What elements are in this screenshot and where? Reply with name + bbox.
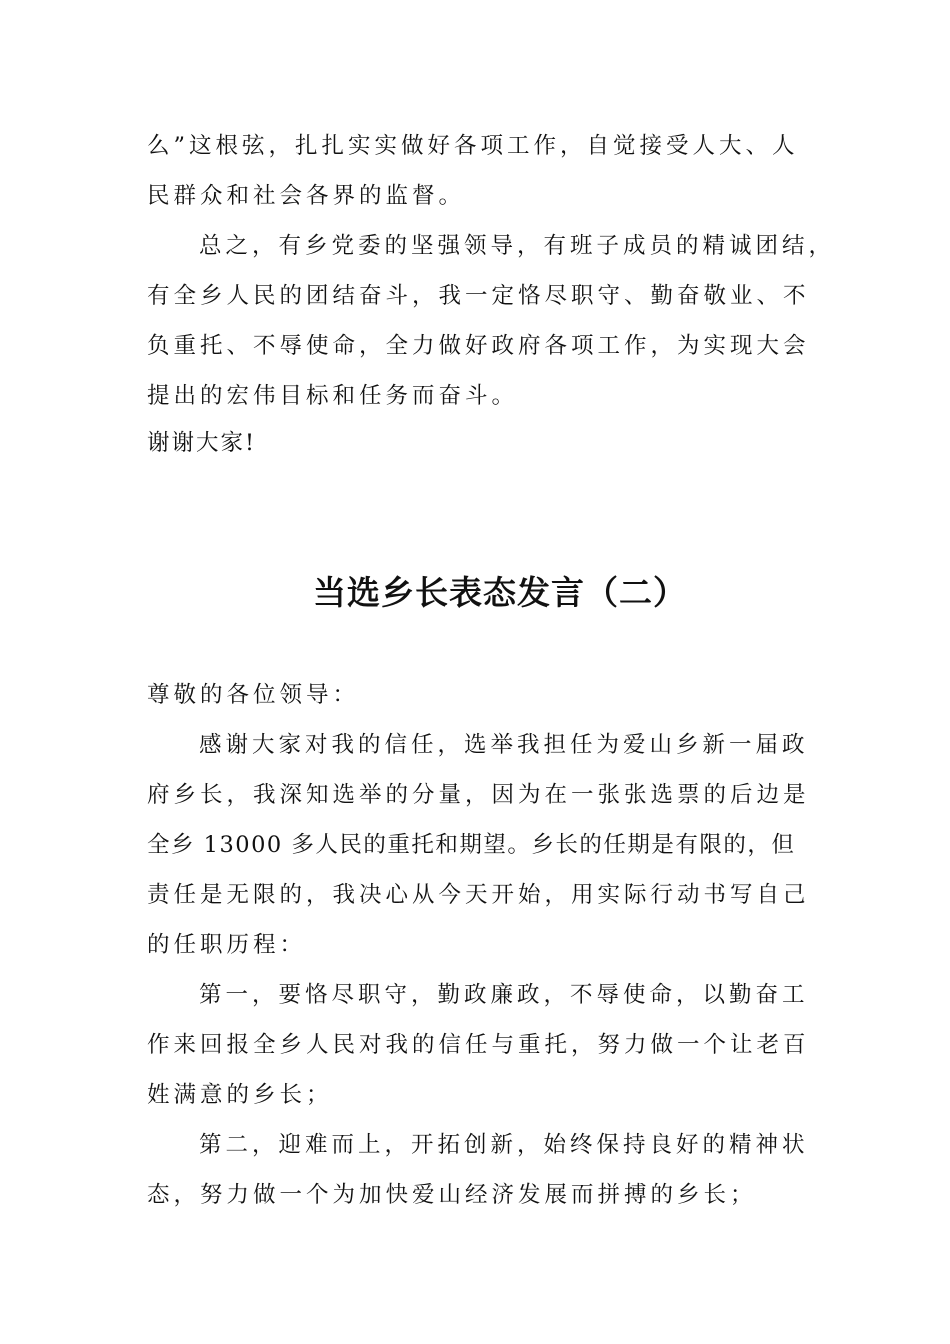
paragraph-line: 感谢大家对我的信任，选举我担任为爱山乡新一届政 <box>199 732 809 758</box>
paragraph-line: 负重托、不辱使命，全力做好政府各项工作，为实现大会 <box>147 333 810 359</box>
section-title: 当选乡长表态发言（二） <box>313 573 687 612</box>
paragraph-line: 的任职历程： <box>147 932 307 958</box>
paragraph-line: 提出的宏伟目标和任务而奋斗。 <box>147 383 519 409</box>
paragraph-line: 总之，有乡党委的坚强领导，有班子成员的精诚团结， <box>199 233 836 259</box>
paragraph-line: 第二，迎难而上，开拓创新，始终保持良好的精神状 <box>199 1132 809 1158</box>
paragraph-line: 全乡 13000 多人民的重托和期望。乡长的任期是有限的，但 <box>147 832 796 858</box>
paragraph-line: 民群众和社会各界的监督。 <box>147 183 466 209</box>
paragraph-line: 有全乡人民的团结奋斗，我一定恪尽职守、勤奋敬业、不 <box>147 283 810 309</box>
closing-line: 谢谢大家! <box>147 430 257 456</box>
paragraph-line: 态，努力做一个为加快爱山经济发展而拼搏的乡长； <box>147 1182 757 1208</box>
paragraph-line: 第一，要恪尽职守，勤政廉政，不辱使命，以勤奋工 <box>199 982 809 1008</box>
paragraph-line: 责任是无限的，我决心从今天开始，用实际行动书写自己 <box>147 882 810 908</box>
paragraph-line: 姓满意的乡长； <box>147 1082 333 1108</box>
paragraph-line: 么”这根弦，扎扎实实做好各项工作，自觉接受人大、人 <box>147 133 799 159</box>
paragraph-line: 作来回报全乡人民对我的信任与重托，努力做一个让老百 <box>147 1032 810 1058</box>
paragraph-line: 府乡长，我深知选举的分量，因为在一张张选票的后边是 <box>147 782 810 808</box>
salutation-line: 尊敬的各位领导： <box>147 682 360 708</box>
